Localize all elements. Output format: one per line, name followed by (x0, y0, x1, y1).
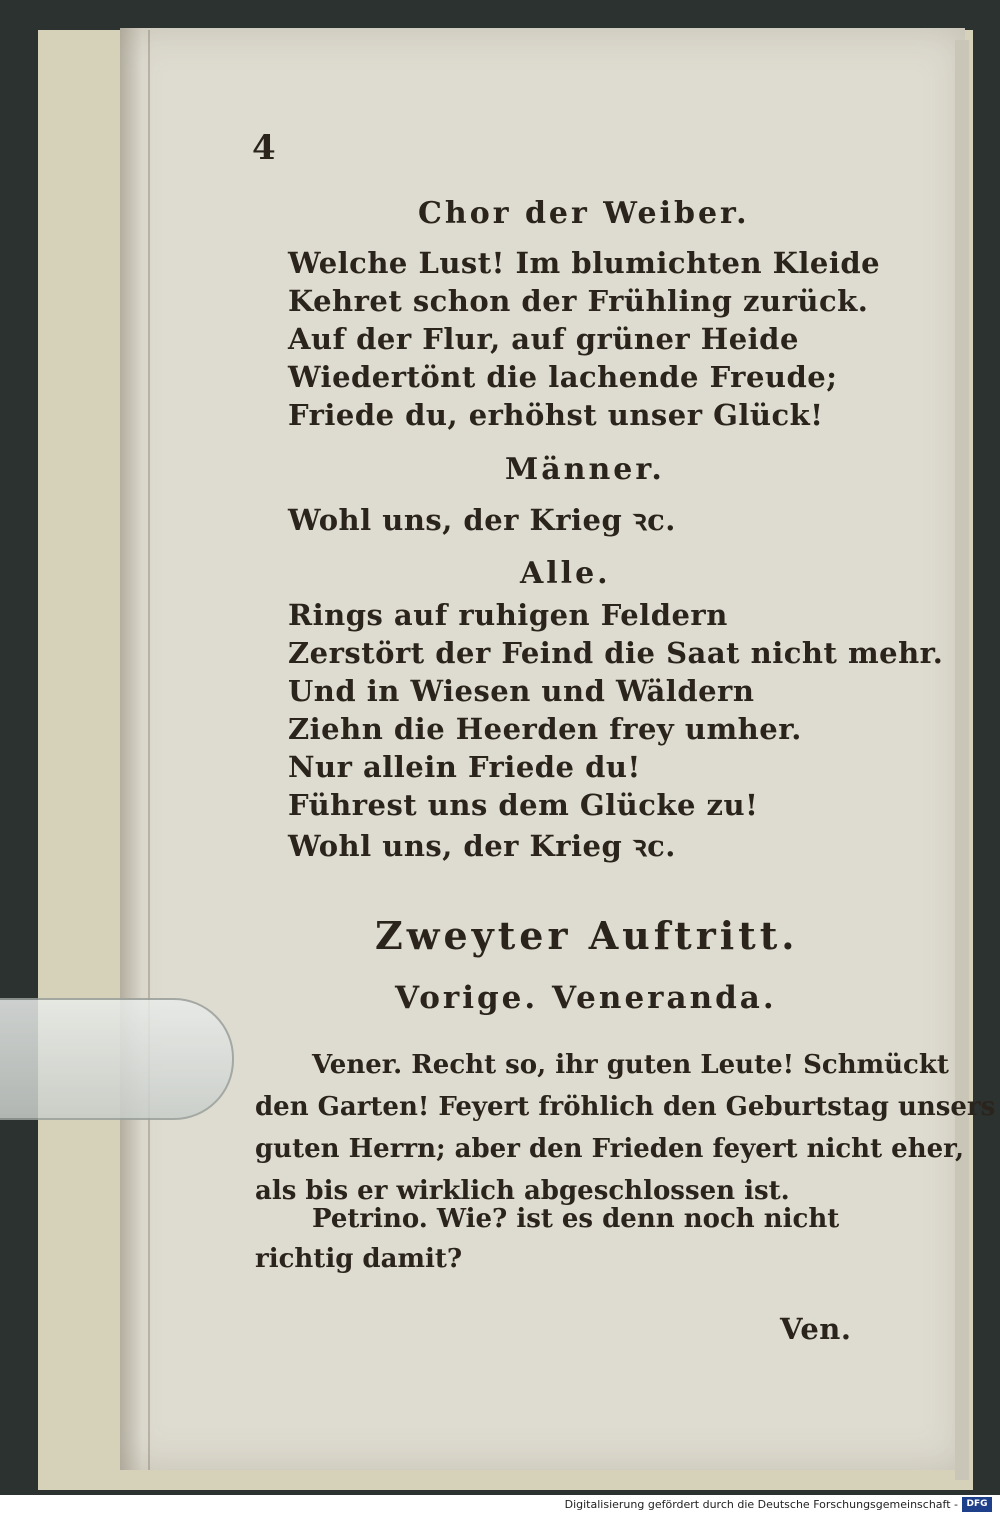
act-title: Zweyter Auftritt. (375, 913, 799, 958)
characters-line: Vorige. Veneranda. (395, 980, 777, 1016)
scene-heading: Chor der Weiber. (418, 196, 750, 231)
prose-line: guten Herrn; aber den Frieden feyert nicht eher, (255, 1134, 964, 1164)
chorus-line: Wiedertönt die lachende Freude; (288, 360, 838, 394)
page-edge (955, 40, 969, 1480)
chorus-line: Friede du, erhöhst unser Glück! (288, 398, 824, 432)
book-page (120, 28, 965, 1470)
page-number: 4 (252, 128, 276, 168)
all-line: Zerstört der Feind die Saat nicht mehr. (288, 636, 944, 670)
prose-line: richtig damit? (255, 1244, 463, 1274)
footer-credit: Digitalisierung gefördert durch die Deutsche Forschungsgemeinschaft - (564, 1498, 958, 1511)
chorus-line: Auf der Flur, auf grüner Heide (288, 322, 799, 356)
all-line: Rings auf ruhigen Feldern (288, 598, 728, 632)
all-heading: Alle. (520, 556, 611, 591)
dfg-logo: DFG (962, 1497, 992, 1512)
gutter-shadow (120, 28, 142, 1470)
men-line: Wohl uns, der Krieg ꝛc. (288, 503, 676, 537)
all-line: Ziehn die Heerden frey umher. (288, 712, 802, 746)
all-line: Nur allein Friede du! (288, 750, 641, 784)
fold-line (148, 30, 150, 1470)
prose-line: als bis er wirklich abgeschlossen ist. (255, 1176, 790, 1206)
page-clip (0, 998, 234, 1120)
prose-line: Vener. Recht so, ihr guten Leute! Schmückt (312, 1050, 949, 1080)
prose-line: den Garten! Feyert fröhlich den Geburtstag unsers (255, 1092, 996, 1122)
men-heading: Männer. (505, 452, 665, 487)
all-line: Wohl uns, der Krieg ꝛc. (288, 829, 676, 863)
catchword: Ven. (780, 1312, 852, 1346)
footer-bar (0, 1495, 1000, 1515)
all-line: Führest uns dem Glücke zu! (288, 788, 759, 822)
prose-line: Petrino. Wie? ist es denn noch nicht (312, 1204, 840, 1234)
chorus-line: Welche Lust! Im blumichten Kleide (288, 246, 881, 280)
chorus-line: Kehret schon der Frühling zurück. (288, 284, 869, 318)
all-line: Und in Wiesen und Wäldern (288, 674, 755, 708)
